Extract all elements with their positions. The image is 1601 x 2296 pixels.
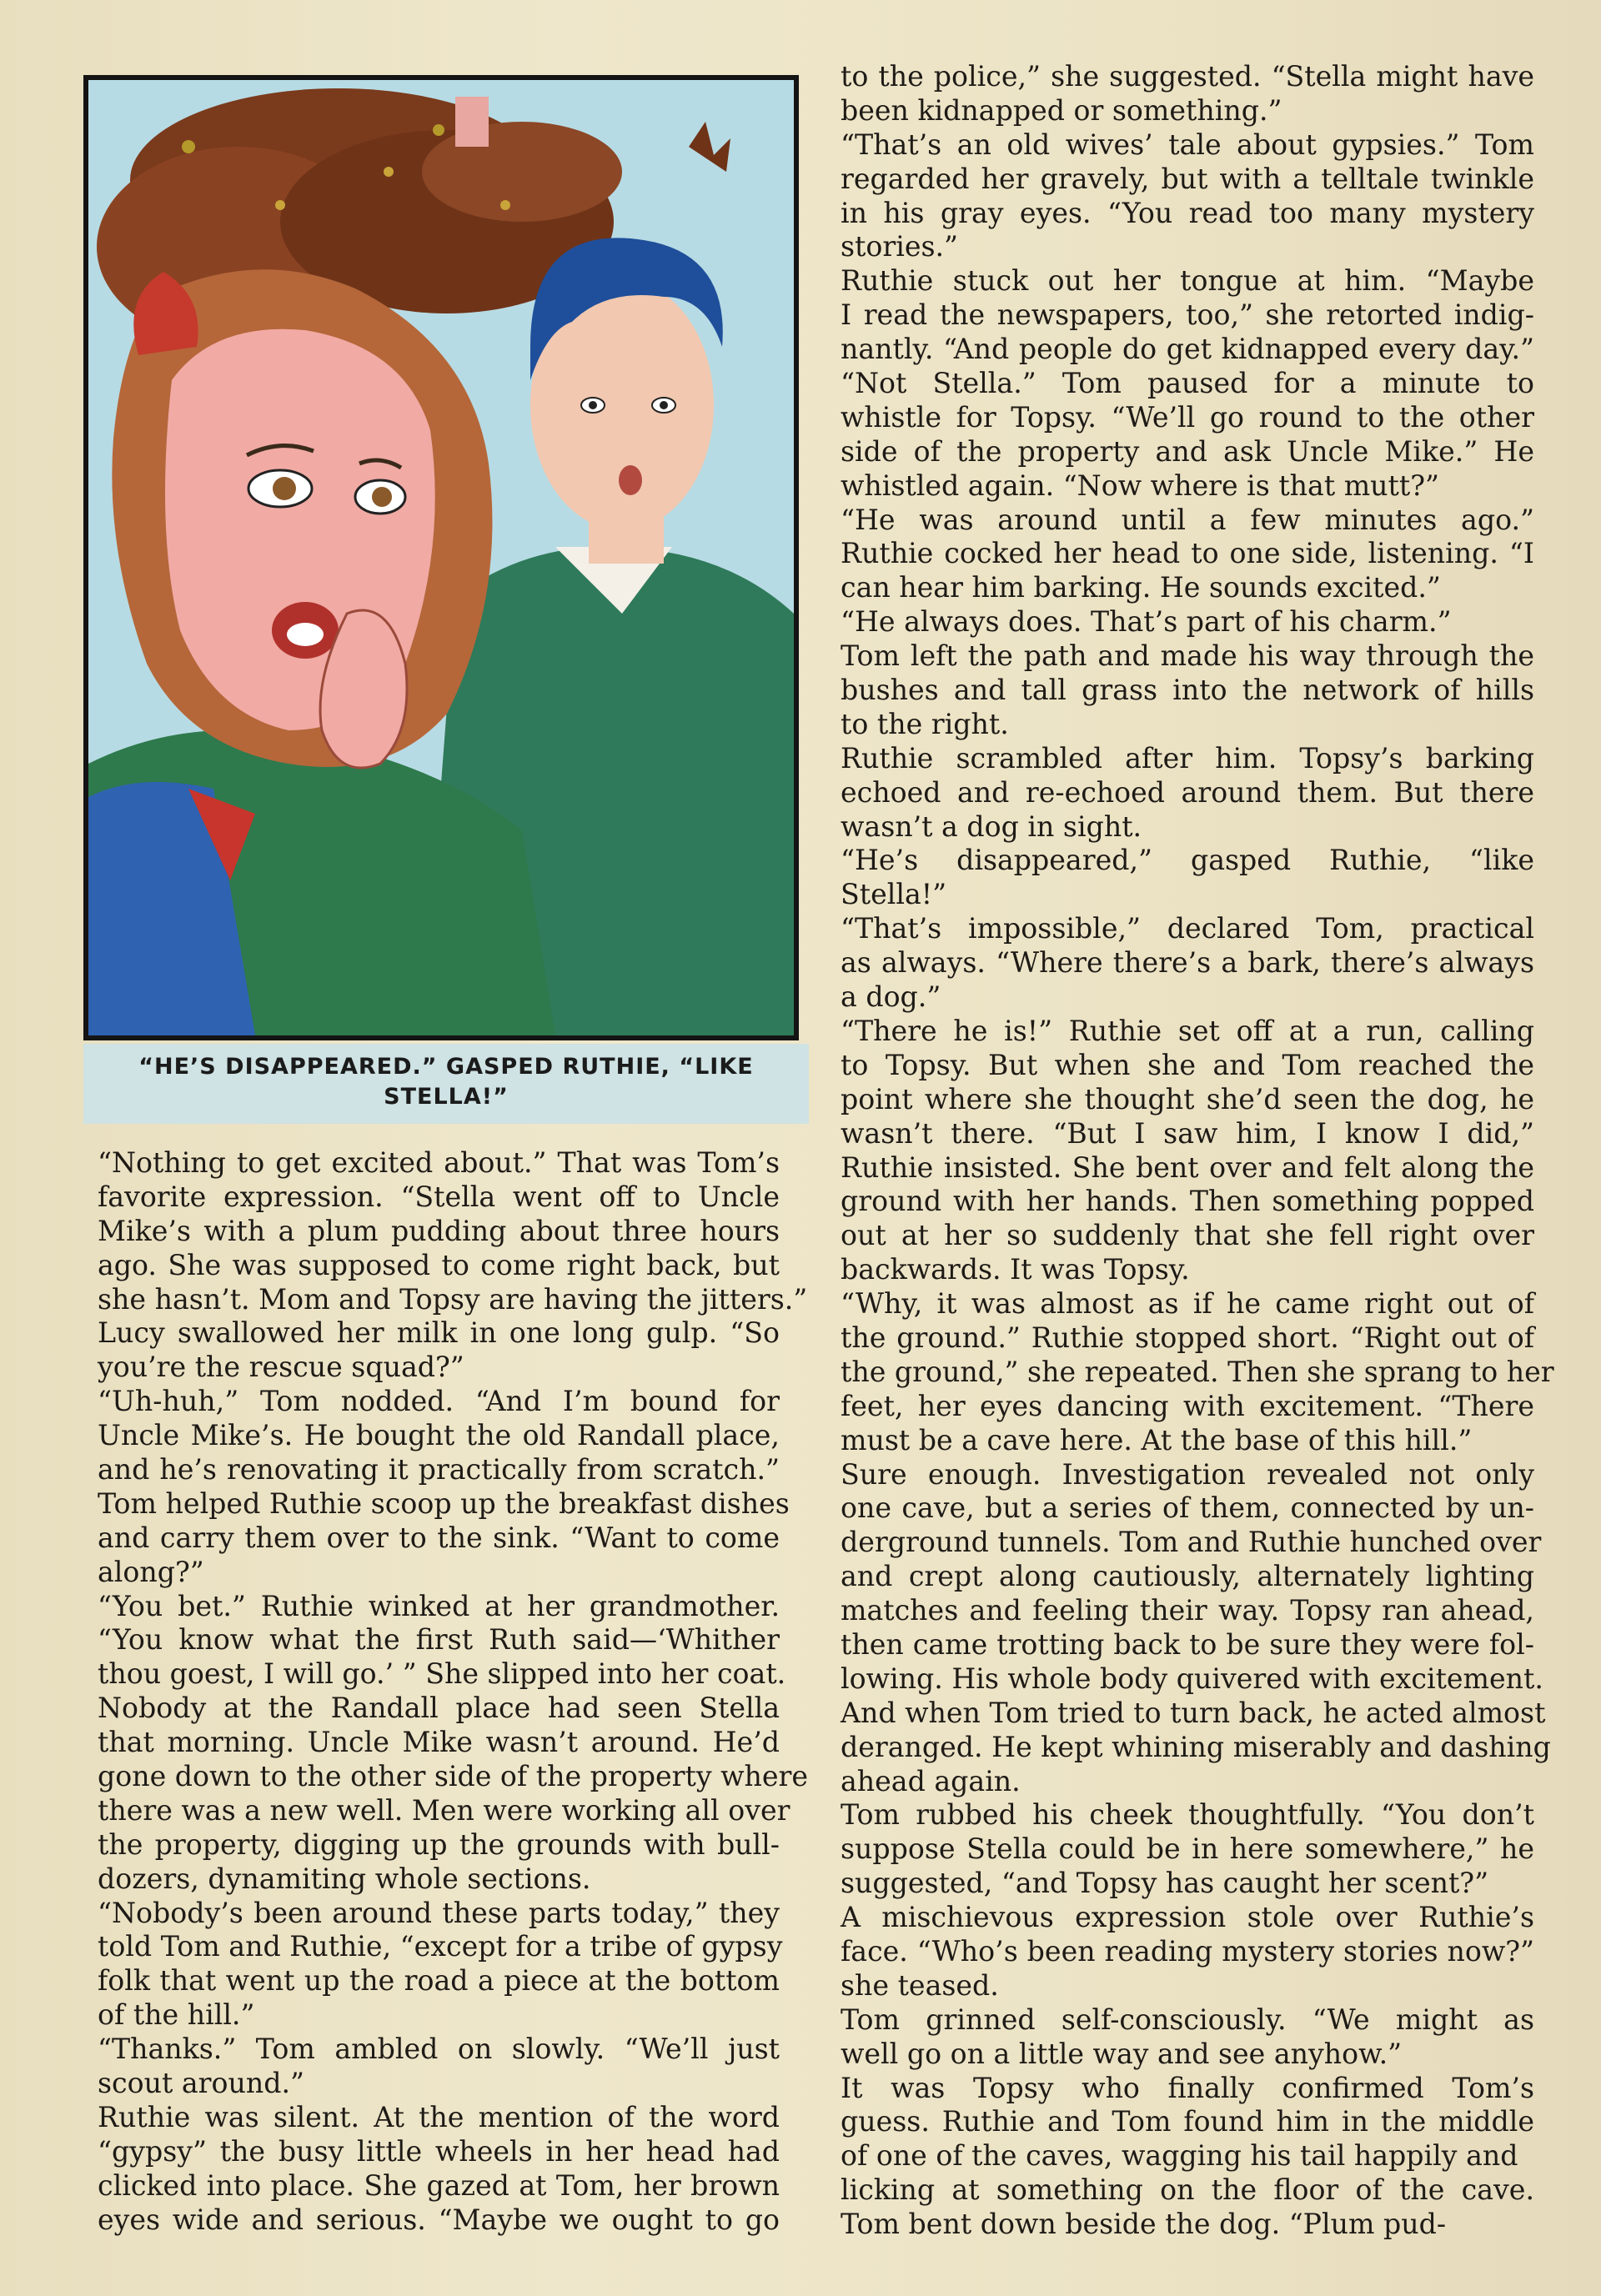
text-line: It was Topsy who finally confirmed Tom’s [841, 2071, 1534, 2104]
text-line: you’re the rescue squad?” [98, 1351, 464, 1384]
text-line: Ruthie scrambled after him. Topsy’s barking [841, 741, 1534, 775]
text-line: scout around.” [98, 2067, 304, 2100]
text-line: wasn’t there. “But I saw him, I know I did,” [841, 1116, 1534, 1150]
text-line: nantly. “And people do get kidnapped every day.” [841, 333, 1534, 366]
text-line: And when Tom tried to turn back, he acted almost [841, 1696, 1546, 1729]
text-line: ago. She was supposed to come right back, but [98, 1248, 780, 1281]
text-line: guess. Ruthie and Tom found him in the middle [841, 2105, 1534, 2138]
text-line: “He always does. That’s part of his charm.” [841, 605, 1452, 639]
text-line: “You know what the first Ruth said—‘Whither [98, 1623, 780, 1657]
text-line: been kidnapped or something.” [841, 93, 1282, 127]
text-line: folk that went up the road a piece at the bottom [98, 1964, 780, 1998]
text-line: point where she thought she’d seen the dog, he [841, 1082, 1534, 1115]
text-line: I read the newspapers, too,” she retorted indig- [841, 298, 1534, 332]
text-line: “That’s an old wives’ tale about gypsies.” Tom [841, 128, 1534, 161]
text-line: thou goest, I will go.’ ” She slipped into her coat. [98, 1657, 786, 1691]
text-line: Ruthie stuck out her tongue at him. “Maybe [841, 264, 1534, 298]
text-line: eyes wide and serious. “Maybe we ought to go [98, 2203, 780, 2236]
text-line: clicked into place. She gazed at Tom, her brown [98, 2168, 780, 2202]
text-line: Tom bent down beside the dog. “Plum pud- [841, 2208, 1447, 2241]
comic-panel-illustration [83, 75, 799, 1040]
text-line: derground tunnels. Tom and Ruthie hunched over [841, 1526, 1542, 1559]
text-line: face. “Who’s been reading mystery stories now?” [841, 1934, 1534, 1968]
text-line: out at her so suddenly that she fell right over [841, 1219, 1534, 1252]
text-line: “Thanks.” Tom ambled on slowly. “We’ll just [98, 2033, 780, 2066]
text-line: “Uh-huh,” Tom nodded. “And I’m bound for [98, 1385, 780, 1418]
text-line: Tom grinned self-consciously. “We might as [841, 2003, 1534, 2036]
text-line: stories.” [841, 230, 959, 263]
text-line: “You bet.” Ruthie winked at her grandmother. [98, 1589, 780, 1622]
text-line: one cave, but a series of them, connected by un- [841, 1491, 1534, 1525]
text-line: a dog.” [841, 980, 941, 1014]
text-line: told Tom and Ruthie, “except for a tribe of gypsy [98, 1930, 783, 1963]
text-line: Ruthie insisted. She bent over and felt along the [841, 1151, 1534, 1184]
text-line: whistle for Topsy. “We’ll go round to the other [841, 400, 1534, 434]
text-line: dozers, dynamiting whole sections. [98, 1862, 591, 1895]
text-line: “Nothing to get excited about.” That was Tom’s [98, 1146, 780, 1179]
text-line: Uncle Mike’s. He bought the old Randall place, [98, 1419, 780, 1452]
text-line: she hasn’t. Mom and Topsy are having the jitters.” [98, 1282, 808, 1316]
text-line: “There he is!” Ruthie set off at a run, calling [841, 1014, 1534, 1047]
text-line: “Why, it was almost as if he came right out of [841, 1287, 1534, 1321]
text-line: there was a new well. Men were working all over [98, 1793, 790, 1827]
text-line: gone down to the other side of the property where [98, 1760, 809, 1793]
text-line: deranged. He kept whining miserably and dashing [841, 1730, 1551, 1763]
text-line: as always. “Where there’s a bark, there’s always [841, 946, 1534, 980]
text-line: ahead again. [841, 1764, 1021, 1797]
text-line: A mischievous expression stole over Ruthie’s [841, 1901, 1534, 1934]
text-line: Nobody at the Randall place had seen Stella [98, 1692, 780, 1725]
text-line: must be a cave here. At the base of this hill.” [841, 1423, 1473, 1456]
text-line: Sure enough. Investigation revealed not only [841, 1457, 1534, 1491]
text-line: Tom left the path and made his way through the [841, 639, 1534, 673]
text-line: Tom helped Ruthie scoop up the breakfast dishes [98, 1486, 790, 1520]
text-line: the ground.” Ruthie stopped short. “Right out of [841, 1321, 1534, 1354]
panel-caption: “HE’S DISAPPEARED.” GASPED RUTHIE, “LIKE STELLA!” [83, 1044, 809, 1124]
text-line: the ground,” she repeated. Then she sprang to her [841, 1355, 1554, 1388]
text-line: echoed and re-echoed around them. But there [841, 775, 1534, 809]
text-line: “He was around until a few minutes ago.” [841, 503, 1534, 536]
text-line: Ruthie was silent. At the mention of the word [98, 2100, 780, 2133]
text-line: of the hill.” [98, 1998, 255, 2032]
text-line: along?” [98, 1555, 204, 1588]
text-line: and crept along cautiously, alternately lighting [841, 1560, 1534, 1593]
text-line: Ruthie cocked her head to one side, listening. “I [841, 537, 1534, 570]
text-line: to the police,” she suggested. “Stella might have [841, 60, 1534, 93]
text-line: to Topsy. But when she and Tom reached the [841, 1048, 1534, 1081]
text-line: regarded her gravely, but with a telltale twinkle [841, 162, 1534, 195]
text-line: Lucy swallowed her milk in one long gulp. “So [98, 1316, 780, 1350]
text-line: Mike’s with a plum pudding about three hours [98, 1214, 780, 1247]
text-line: that morning. Uncle Mike wasn’t around. He’d [98, 1726, 780, 1759]
text-line: bushes and tall grass into the network of hills [841, 674, 1534, 707]
text-line: “He’s disappeared,” gasped Ruthie, “like [841, 844, 1534, 877]
text-line: “That’s impossible,” declared Tom, practical [841, 912, 1534, 945]
text-line: suppose Stella could be in here somewhere,” he [841, 1832, 1534, 1866]
text-line: she teased. [841, 1968, 999, 2002]
left-text-column [98, 1146, 809, 2238]
text-line: lowing. His whole body quivered with excitement. [841, 1662, 1543, 1695]
text-line: and he’s renovating it practically from scratch.” [98, 1453, 780, 1486]
text-line: to the right. [841, 707, 1009, 740]
illustration-art [88, 80, 794, 1035]
text-line: Tom rubbed his cheek thoughtfully. “You don’t [841, 1798, 1534, 1832]
text-line: in his gray eyes. “You read too many mystery [841, 196, 1534, 229]
text-line: “Nobody’s been around these parts today,” they [98, 1896, 780, 1929]
text-line: can hear him barking. He sounds excited.” [841, 571, 1441, 604]
text-line: “gypsy” the busy little wheels in her head had [98, 2134, 780, 2168]
text-line: of one of the caves, wagging his tail happily and [841, 2139, 1518, 2173]
text-line: matches and feeling their way. Topsy ran ahead, [841, 1594, 1534, 1627]
text-line: “Not Stella.” Tom paused for a minute to [841, 367, 1534, 400]
right-text-column [841, 60, 1554, 2242]
text-line: Stella!” [841, 878, 947, 911]
text-line: well go on a little way and see anyhow.” [841, 2037, 1403, 2070]
text-line: favorite expression. “Stella went off to Uncle [98, 1180, 780, 1213]
text-line: wasn’t a dog in sight. [841, 810, 1142, 843]
text-line: side of the property and ask Uncle Mike.” He [841, 434, 1534, 468]
text-line: the property, digging up the grounds with bull- [98, 1827, 780, 1861]
text-line: suggested, “and Topsy has caught her scent?” [841, 1867, 1489, 1900]
text-line: whistled again. “Now where is that mutt?” [841, 469, 1439, 502]
text-line: and carry them over to the sink. “Want to come [98, 1521, 780, 1554]
text-line: backwards. It was Topsy. [841, 1253, 1190, 1286]
text-line: licking at something on the floor of the cave. [841, 2173, 1534, 2207]
text-line: ground with her hands. Then something popped [841, 1185, 1534, 1218]
text-line: feet, her eyes dancing with excitement. “There [841, 1389, 1534, 1422]
text-line: then came trotting back to be sure they were fol- [841, 1627, 1534, 1661]
